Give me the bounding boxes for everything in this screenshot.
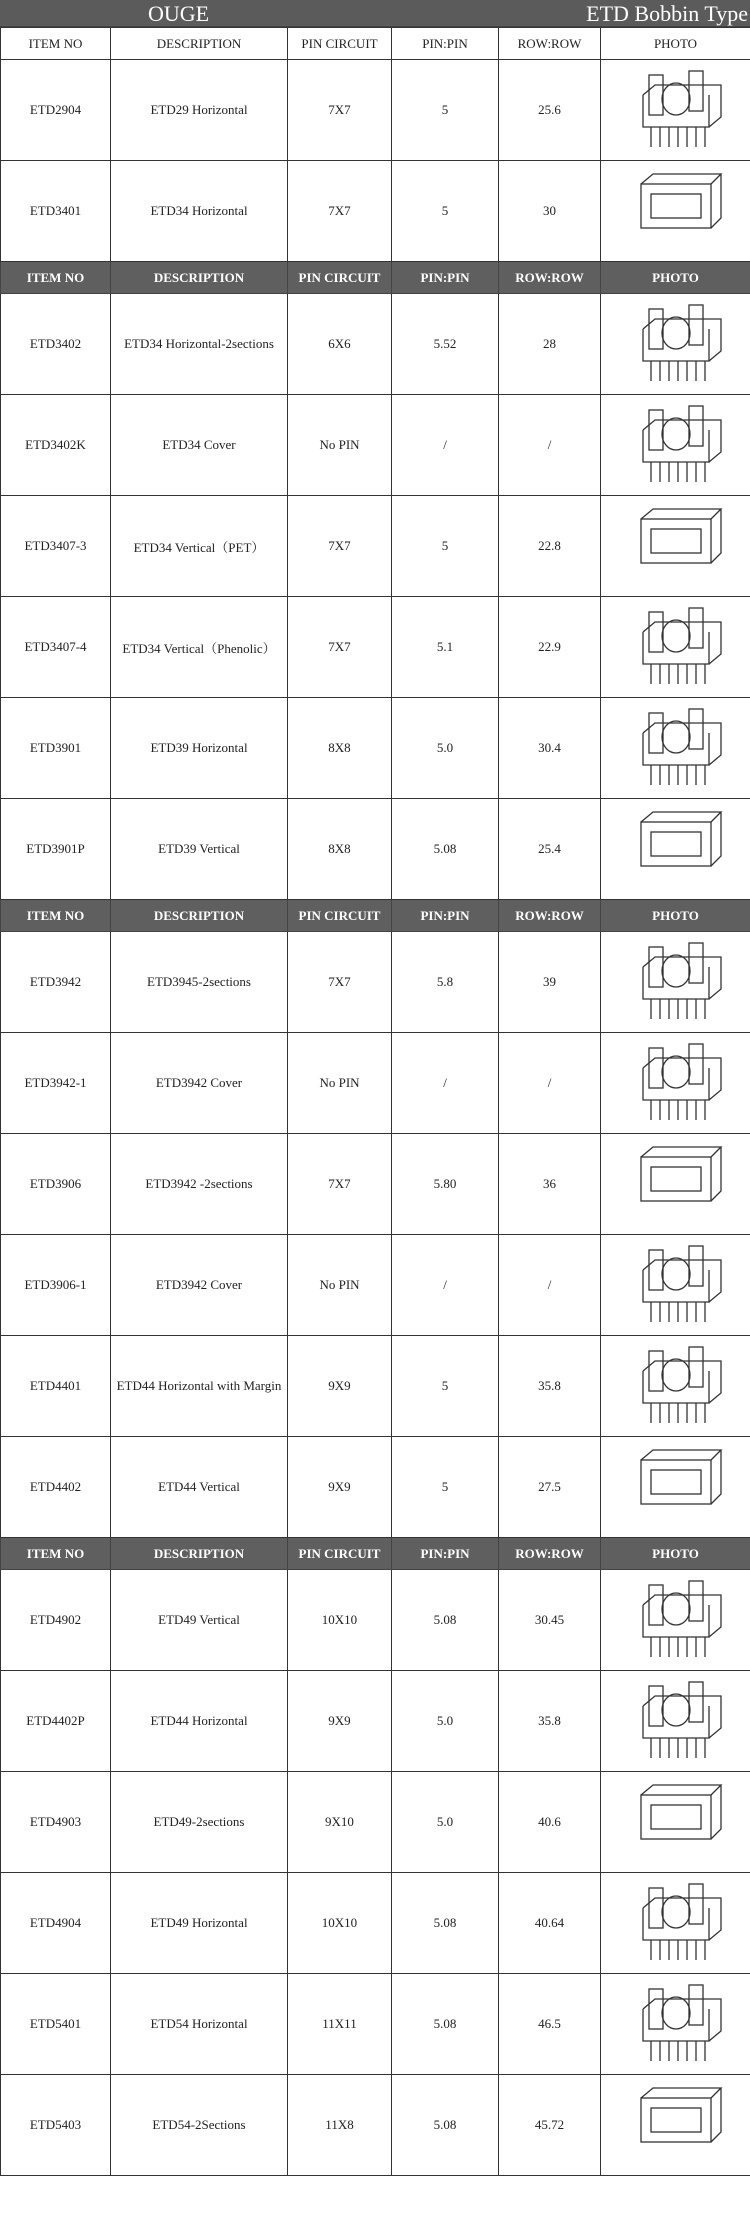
bobbin-drawing-icon — [621, 804, 731, 894]
pin-circuit-cell: 9X9 — [288, 1671, 392, 1772]
pin-circuit-cell: 8X8 — [288, 698, 392, 799]
description-cell: ETD29 Horizontal — [111, 60, 288, 161]
bobbin-drawing-icon — [621, 602, 731, 692]
pin-circuit-cell: 7X7 — [288, 161, 392, 262]
row-row-cell: 35.8 — [499, 1671, 601, 1772]
item-no-cell: ETD4402 — [1, 1437, 111, 1538]
table-row — [1, 1437, 750, 1538]
item-no-cell: ETD3906 — [1, 1134, 111, 1235]
item-no-cell: ETD4402P — [1, 1671, 111, 1772]
product-photo — [601, 1570, 750, 1671]
description-cell: ETD44 Horizontal — [111, 1671, 288, 1772]
header-pin-pin: PIN:PIN — [392, 28, 499, 60]
bobbin-drawing-icon — [621, 400, 731, 490]
pin-circuit-cell: 9X9 — [288, 1437, 392, 1538]
row-row-cell: 40.6 — [499, 1772, 601, 1873]
header-photo: PHOTO — [601, 1538, 750, 1570]
item-no-cell: ETD2904 — [1, 60, 111, 161]
header-row-row: ROW:ROW — [499, 28, 601, 60]
description-cell: ETD34 Horizontal — [111, 161, 288, 262]
pin-pin-cell: / — [392, 1033, 499, 1134]
row-row-cell: 28 — [499, 294, 601, 395]
pin-pin-cell: / — [392, 1235, 499, 1336]
pin-pin-cell: 5.80 — [392, 1134, 499, 1235]
row-row-cell: / — [499, 1235, 601, 1336]
header-row-row: ROW:ROW — [499, 1538, 601, 1570]
description-cell: ETD34 Horizontal-2sections — [111, 294, 288, 395]
item-no-cell: ETD3402 — [1, 294, 111, 395]
row-row-cell: 46.5 — [499, 1974, 601, 2075]
item-no-cell: ETD4904 — [1, 1873, 111, 1974]
table-header-row — [1, 28, 750, 60]
pin-circuit-cell: 11X8 — [288, 2075, 392, 2176]
pin-pin-cell: 5 — [392, 1336, 499, 1437]
pin-pin-cell: 5.08 — [392, 1974, 499, 2075]
pin-circuit-cell: 8X8 — [288, 799, 392, 900]
row-row-cell: 36 — [499, 1134, 601, 1235]
pin-circuit-cell: No PIN — [288, 1033, 392, 1134]
product-photo — [601, 1134, 750, 1235]
description-cell: ETD49-2sections — [111, 1772, 288, 1873]
pin-circuit-cell: 7X7 — [288, 60, 392, 161]
header-row-row: ROW:ROW — [499, 262, 601, 294]
table-row — [1, 2075, 750, 2176]
product-photo — [601, 1873, 750, 1974]
pin-circuit-cell: No PIN — [288, 395, 392, 496]
description-cell: ETD49 Horizontal — [111, 1873, 288, 1974]
pin-pin-cell: 5.0 — [392, 1671, 499, 1772]
pin-circuit-cell: 7X7 — [288, 496, 392, 597]
item-no-cell: ETD5401 — [1, 1974, 111, 2075]
row-row-cell: 30 — [499, 161, 601, 262]
header-pin-circuit: PIN CIRCUIT — [288, 900, 392, 932]
bobbin-drawing-icon — [621, 2080, 731, 2170]
pin-pin-cell: 5.08 — [392, 2075, 499, 2176]
product-photo — [601, 60, 750, 161]
product-photo — [601, 1235, 750, 1336]
pin-pin-cell: 5.08 — [392, 1570, 499, 1671]
item-no-cell: ETD4401 — [1, 1336, 111, 1437]
pin-circuit-cell: 10X10 — [288, 1873, 392, 1974]
pin-circuit-cell: No PIN — [288, 1235, 392, 1336]
header-pin-circuit: PIN CIRCUIT — [288, 262, 392, 294]
bobbin-drawing-icon — [621, 1676, 731, 1766]
bobbin-drawing-icon — [621, 501, 731, 591]
table-row — [1, 1235, 750, 1336]
product-photo — [601, 1772, 750, 1873]
description-cell: ETD54 Horizontal — [111, 1974, 288, 2075]
table-row — [1, 60, 750, 161]
pin-circuit-cell: 7X7 — [288, 597, 392, 698]
title-bar — [0, 0, 750, 27]
table-row — [1, 1033, 750, 1134]
pin-circuit-cell: 11X11 — [288, 1974, 392, 2075]
header-description: DESCRIPTION — [111, 28, 288, 60]
product-photo — [601, 161, 750, 262]
row-row-cell: 35.8 — [499, 1336, 601, 1437]
description-cell: ETD34 Vertical（Phenolic） — [111, 597, 288, 698]
header-pin-circuit: PIN CIRCUIT — [288, 28, 392, 60]
row-row-cell: 30.45 — [499, 1570, 601, 1671]
table-row — [1, 294, 750, 395]
bobbin-drawing-icon — [621, 1878, 731, 1968]
table-row — [1, 597, 750, 698]
description-cell: ETD49 Vertical — [111, 1570, 288, 1671]
item-no-cell: ETD3901 — [1, 698, 111, 799]
table-row — [1, 932, 750, 1033]
pin-pin-cell: 5.1 — [392, 597, 499, 698]
header-description: DESCRIPTION — [111, 262, 288, 294]
row-row-cell: 25.6 — [499, 60, 601, 161]
pin-pin-cell: 5.0 — [392, 698, 499, 799]
product-photo — [601, 1437, 750, 1538]
table-row — [1, 1772, 750, 1873]
item-no-cell: ETD4903 — [1, 1772, 111, 1873]
product-photo — [601, 1671, 750, 1772]
pin-pin-cell: 5.8 — [392, 932, 499, 1033]
row-row-cell: / — [499, 1033, 601, 1134]
product-photo — [601, 597, 750, 698]
bobbin-drawing-icon — [621, 299, 731, 389]
header-pin-pin: PIN:PIN — [392, 1538, 499, 1570]
row-row-cell: 45.72 — [499, 2075, 601, 2176]
header-description: DESCRIPTION — [111, 900, 288, 932]
item-no-cell: ETD3407-4 — [1, 597, 111, 698]
description-cell: ETD34 Vertical（PET） — [111, 496, 288, 597]
header-pin-pin: PIN:PIN — [392, 262, 499, 294]
header-photo: PHOTO — [601, 262, 750, 294]
product-photo — [601, 294, 750, 395]
pin-pin-cell: 5.08 — [392, 799, 499, 900]
bobbin-drawing-icon — [621, 166, 731, 256]
header-item-no: ITEM NO — [1, 900, 111, 932]
table-row — [1, 496, 750, 597]
row-row-cell: 22.9 — [499, 597, 601, 698]
table-row — [1, 1336, 750, 1437]
pin-circuit-cell: 10X10 — [288, 1570, 392, 1671]
table-row — [1, 395, 750, 496]
description-cell: ETD44 Horizontal with Margin — [111, 1336, 288, 1437]
pin-pin-cell: 5.52 — [392, 294, 499, 395]
bobbin-drawing-icon — [621, 1979, 731, 2069]
description-cell: ETD44 Vertical — [111, 1437, 288, 1538]
bobbin-drawing-icon — [621, 1341, 731, 1431]
header-item-no: ITEM NO — [1, 1538, 111, 1570]
item-no-cell: ETD4902 — [1, 1570, 111, 1671]
pin-circuit-cell: 9X9 — [288, 1336, 392, 1437]
pin-circuit-cell: 7X7 — [288, 1134, 392, 1235]
table-row — [1, 799, 750, 900]
table-row — [1, 1134, 750, 1235]
item-no-cell: ETD3402K — [1, 395, 111, 496]
header-item-no: ITEM NO — [1, 262, 111, 294]
header-description: DESCRIPTION — [111, 1538, 288, 1570]
product-photo — [601, 496, 750, 597]
product-photo — [601, 1033, 750, 1134]
row-row-cell: 40.64 — [499, 1873, 601, 1974]
bobbin-drawing-icon — [621, 1442, 731, 1532]
pin-circuit-cell: 6X6 — [288, 294, 392, 395]
bobbin-drawing-icon — [621, 1038, 731, 1128]
table-row — [1, 1873, 750, 1974]
product-photo — [601, 2075, 750, 2176]
description-cell: ETD34 Cover — [111, 395, 288, 496]
table-row — [1, 1671, 750, 1772]
brand-name: OUGE — [148, 1, 210, 26]
bobbin-drawing-icon — [621, 1139, 731, 1229]
pin-circuit-cell: 9X10 — [288, 1772, 392, 1873]
table-header-row — [1, 900, 750, 932]
pin-pin-cell: 5.0 — [392, 1772, 499, 1873]
pin-circuit-cell: 7X7 — [288, 932, 392, 1033]
description-cell: ETD3942 -2sections — [111, 1134, 288, 1235]
table-header-row — [1, 1538, 750, 1570]
pin-pin-cell: 5 — [392, 1437, 499, 1538]
product-photo — [601, 1336, 750, 1437]
item-no-cell: ETD3901P — [1, 799, 111, 900]
header-row-row: ROW:ROW — [499, 900, 601, 932]
catalog-title: ETD Bobbin Type — [586, 1, 748, 26]
row-row-cell: 22.8 — [499, 496, 601, 597]
row-row-cell: 27.5 — [499, 1437, 601, 1538]
product-photo — [601, 395, 750, 496]
product-photo — [601, 932, 750, 1033]
row-row-cell: 30.4 — [499, 698, 601, 799]
bobbin-table — [0, 27, 750, 2176]
header-photo: PHOTO — [601, 900, 750, 932]
bobbin-drawing-icon — [621, 703, 731, 793]
table-row — [1, 698, 750, 799]
table-row — [1, 1570, 750, 1671]
header-pin-circuit: PIN CIRCUIT — [288, 1538, 392, 1570]
description-cell: ETD3942 Cover — [111, 1033, 288, 1134]
product-photo — [601, 1974, 750, 2075]
pin-pin-cell: 5 — [392, 496, 499, 597]
table-header-row — [1, 262, 750, 294]
row-row-cell: / — [499, 395, 601, 496]
item-no-cell: ETD3906-1 — [1, 1235, 111, 1336]
header-pin-pin: PIN:PIN — [392, 900, 499, 932]
row-row-cell: 25.4 — [499, 799, 601, 900]
bobbin-drawing-icon — [621, 937, 731, 1027]
description-cell: ETD54-2Sections — [111, 2075, 288, 2176]
header-item-no: ITEM NO — [1, 28, 111, 60]
bobbin-drawing-icon — [621, 1240, 731, 1330]
bobbin-drawing-icon — [621, 1777, 731, 1867]
description-cell: ETD3942 Cover — [111, 1235, 288, 1336]
pin-pin-cell: 5.08 — [392, 1873, 499, 1974]
table-row — [1, 161, 750, 262]
item-no-cell: ETD3407-3 — [1, 496, 111, 597]
pin-pin-cell: / — [392, 395, 499, 496]
bobbin-drawing-icon — [621, 65, 731, 155]
product-photo — [601, 799, 750, 900]
bobbin-drawing-icon — [621, 1575, 731, 1665]
product-photo — [601, 698, 750, 799]
item-no-cell: ETD3942-1 — [1, 1033, 111, 1134]
pin-pin-cell: 5 — [392, 161, 499, 262]
description-cell: ETD39 Horizontal — [111, 698, 288, 799]
row-row-cell: 39 — [499, 932, 601, 1033]
item-no-cell: ETD3401 — [1, 161, 111, 262]
pin-pin-cell: 5 — [392, 60, 499, 161]
header-photo: PHOTO — [601, 28, 750, 60]
item-no-cell: ETD3942 — [1, 932, 111, 1033]
description-cell: ETD39 Vertical — [111, 799, 288, 900]
table-row — [1, 1974, 750, 2075]
item-no-cell: ETD5403 — [1, 2075, 111, 2176]
description-cell: ETD3945-2sections — [111, 932, 288, 1033]
